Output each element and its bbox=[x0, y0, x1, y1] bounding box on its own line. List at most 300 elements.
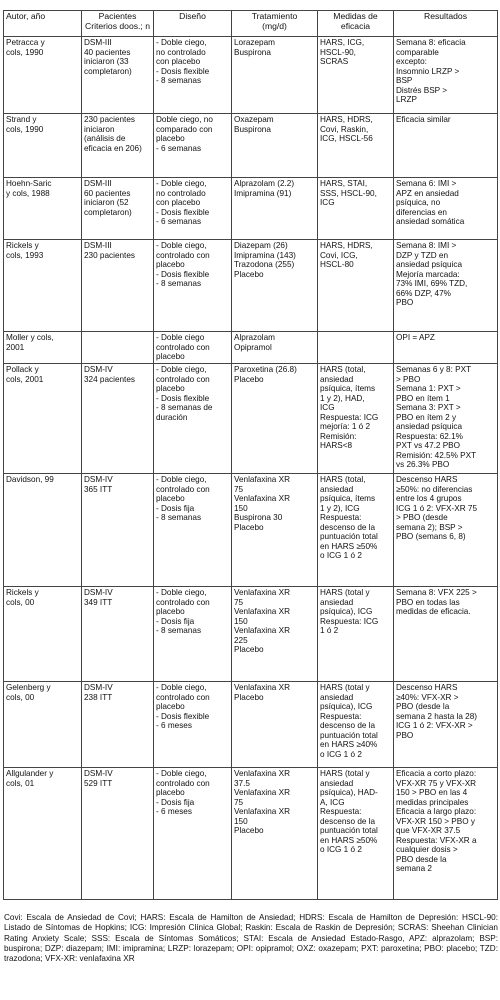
diseno-line: placebo bbox=[156, 134, 185, 143]
tratamiento-line: 37.5 bbox=[234, 778, 250, 788]
resultados-line: ICG 1 ó 2: VFX-XR > bbox=[396, 721, 473, 730]
tratamiento-line: Venlafaxina XR bbox=[234, 607, 290, 616]
medidas-line: ansiedad bbox=[320, 597, 354, 607]
pacientes-line: (análisis de bbox=[84, 134, 126, 143]
resultados-line: semana 2); BSP > bbox=[396, 522, 463, 532]
pacientes-line: DSM-IV bbox=[84, 365, 113, 374]
medidas-line: HARS, HDRS, bbox=[320, 241, 373, 250]
table-row bbox=[4, 178, 498, 240]
pacientes-line: DSM-IV bbox=[84, 475, 113, 484]
autor-line: cols, 2001 bbox=[6, 374, 44, 384]
cell-resultados bbox=[394, 364, 498, 474]
pacientes-line: iniciaron (52 bbox=[84, 198, 129, 207]
cell-resultados bbox=[394, 240, 498, 332]
diseno-line: - 8 semanas bbox=[156, 76, 202, 85]
autor-line: cols, 01 bbox=[6, 778, 35, 788]
medidas-line: psíquica), ICG bbox=[320, 607, 373, 616]
medidas-line: ICG bbox=[320, 198, 335, 207]
autor-line: 2001 bbox=[6, 342, 25, 352]
medidas-line: puntuación total bbox=[320, 730, 378, 740]
cell-tratamiento bbox=[232, 768, 318, 900]
resultados-line: Eficacia a corto plazo: bbox=[396, 769, 477, 778]
resultados-line: Semana 8: VFX 225 > bbox=[396, 588, 477, 597]
diseno-line: controlado con bbox=[156, 597, 210, 607]
medidas-line: SSS, HSCL-90, bbox=[320, 188, 377, 198]
tratamiento-line: Alprazolam bbox=[234, 333, 275, 342]
cell-diseno bbox=[154, 768, 232, 900]
medidas-line: descenso de la bbox=[320, 721, 376, 730]
autor-line: cols, 00 bbox=[6, 692, 35, 702]
resultados-line: BSP bbox=[396, 76, 413, 85]
tratamiento-line: Placebo bbox=[234, 645, 264, 654]
medidas-line: psíquica, ítems bbox=[320, 384, 376, 393]
cell-tratamiento bbox=[232, 37, 318, 114]
diseno-line: controlado con bbox=[156, 374, 210, 384]
tratamiento-line: Venlafaxina XR bbox=[234, 626, 290, 635]
cell-resultados bbox=[394, 178, 498, 240]
diseno-line: - Doble ciego, bbox=[156, 365, 207, 374]
resultados-line: > PBO (desde bbox=[396, 513, 448, 522]
autor-line: y cols, 1988 bbox=[6, 188, 50, 198]
cell-medidas bbox=[318, 240, 394, 332]
resultados-line: DZP y TZD en bbox=[396, 250, 449, 260]
pacientes-line: 365 ITT bbox=[84, 484, 113, 494]
diseno-line: no controlado bbox=[156, 47, 206, 57]
resultados-line: LRZP bbox=[396, 95, 417, 104]
medidas-line: 1 ó 2 bbox=[320, 626, 339, 635]
diseno-line: - Dosis fija bbox=[156, 616, 195, 626]
cell-resultados bbox=[394, 682, 498, 768]
resultados-line: PBO bbox=[396, 730, 414, 740]
diseno-line: - Dosis flexible bbox=[156, 393, 210, 403]
diseno-line: - Doble ciego, bbox=[156, 683, 207, 692]
cell-autor bbox=[4, 682, 82, 768]
table-row bbox=[4, 587, 498, 682]
diseno-line: - Doble ciego, bbox=[156, 769, 207, 778]
medidas-line: Covi, Raskin, bbox=[320, 124, 369, 134]
cell-medidas bbox=[318, 114, 394, 178]
medidas-line: psíquica), HAD- bbox=[320, 788, 378, 797]
resultados-line: Descenso HARS bbox=[396, 475, 458, 484]
diseno-line: placebo bbox=[156, 352, 185, 361]
cell-tratamiento bbox=[232, 240, 318, 332]
cell-diseno bbox=[154, 332, 232, 364]
tratamiento-line: Venlafaxina XR bbox=[234, 788, 290, 797]
diseno-line: - Doble ciego, bbox=[156, 241, 207, 250]
tratamiento-line: Venlafaxina XR bbox=[234, 683, 290, 692]
cell-medidas bbox=[318, 587, 394, 682]
autor-line: cols, 1990 bbox=[6, 124, 44, 134]
diseno-line: - 8 semanas bbox=[156, 626, 202, 635]
medidas-line: puntuación total bbox=[320, 826, 378, 835]
diseno-line: placebo bbox=[156, 494, 185, 503]
cell-pacientes bbox=[82, 240, 154, 332]
medidas-line: o ICG 1 ó 2 bbox=[320, 551, 362, 560]
medidas-line: en HARS ≥50% bbox=[320, 541, 378, 551]
resultados-line: cualquier dosis > bbox=[396, 845, 458, 854]
autor-line: Gelenberg y bbox=[6, 683, 51, 692]
medidas-line: 1 y 2), HAD, bbox=[320, 393, 365, 403]
resultados-line: ansiedad psíquica bbox=[396, 260, 463, 269]
tratamiento-line: Venlafaxina XR bbox=[234, 588, 290, 597]
medidas-line: HARS (total, bbox=[320, 475, 366, 484]
diseno-line: - Doble ciego, bbox=[156, 179, 207, 188]
resultados-line: comparable bbox=[396, 47, 439, 57]
header-resultados: Resultados bbox=[394, 11, 498, 37]
pacientes-line: iniciaron (33 bbox=[84, 57, 129, 66]
diseno-line: - 8 semanas bbox=[156, 513, 202, 522]
cell-diseno bbox=[154, 364, 232, 474]
cell-medidas bbox=[318, 768, 394, 900]
cell-pacientes bbox=[82, 587, 154, 682]
diseno-line: - 6 meses bbox=[156, 721, 192, 730]
cell-autor bbox=[4, 768, 82, 900]
cell-diseno bbox=[154, 587, 232, 682]
resultados-line: PXT vs 47.2 PBO bbox=[396, 441, 461, 450]
cell-autor bbox=[4, 332, 82, 364]
pacientes-line: 349 ITT bbox=[84, 597, 113, 607]
autor-line: Hoehn-Saric bbox=[6, 179, 52, 188]
tratamiento-line: 150 bbox=[234, 616, 248, 626]
resultados-line: PBO (semans 6, 8) bbox=[396, 532, 466, 541]
medidas-line: Remisión: bbox=[320, 431, 357, 441]
resultados-line: PBO desde la bbox=[396, 854, 447, 864]
diseno-line: placebo bbox=[156, 260, 185, 269]
pacientes-line: 230 pacientes bbox=[84, 250, 135, 260]
medidas-line: ICG bbox=[320, 403, 335, 412]
cell-resultados bbox=[394, 332, 498, 364]
medidas-line: 1 y 2), ICG bbox=[320, 503, 360, 513]
diseno-line: - 6 semanas bbox=[156, 143, 202, 153]
table-row bbox=[4, 240, 498, 332]
resultados-line: Semana 8: IMI > bbox=[396, 241, 457, 250]
resultados-line: excepto: bbox=[396, 57, 427, 66]
tratamiento-line: Imipramina (91) bbox=[234, 188, 292, 198]
resultados-line: Insomnio LRZP > bbox=[396, 66, 460, 76]
cell-diseno bbox=[154, 178, 232, 240]
resultados-line: PBO en ítem 2 y bbox=[396, 412, 457, 422]
cell-autor bbox=[4, 114, 82, 178]
resultados-line: ≥40%: VFX-XR > bbox=[396, 692, 459, 702]
header-tratamiento: Tratamiento (mg/d) bbox=[232, 11, 318, 37]
medidas-line: psíquica), ICG bbox=[320, 702, 373, 711]
cell-pacientes bbox=[82, 332, 154, 364]
medidas-line: en HARS ≥40% bbox=[320, 740, 378, 749]
diseno-line: comparado con bbox=[156, 124, 213, 134]
cell-medidas bbox=[318, 37, 394, 114]
resultados-line: entre los 4 grupos bbox=[396, 494, 462, 503]
resultados-line: diferencias en bbox=[396, 207, 447, 217]
diseno-line: con placebo bbox=[156, 57, 201, 66]
tratamiento-line: Paroxetina (26.8) bbox=[234, 365, 297, 374]
autor-line: Moller y cols, bbox=[6, 333, 54, 342]
tratamiento-line: Buspirona bbox=[234, 124, 271, 134]
medidas-line: HSCL-80 bbox=[320, 260, 354, 269]
diseno-line: - Dosis flexible bbox=[156, 207, 210, 217]
cell-autor bbox=[4, 364, 82, 474]
tratamiento-line: Buspirona bbox=[234, 47, 271, 57]
cell-pacientes bbox=[82, 768, 154, 900]
resultados-line: ICG 1 ó 2: VFX-XR 75 bbox=[396, 503, 477, 513]
cell-resultados bbox=[394, 587, 498, 682]
cell-autor bbox=[4, 178, 82, 240]
cell-pacientes bbox=[82, 114, 154, 178]
tratamiento-line: Placebo bbox=[234, 522, 264, 532]
pacientes-line: DSM-IV bbox=[84, 683, 113, 692]
tratamiento-line: Opipramol bbox=[234, 342, 272, 352]
header-diseno: Diseño bbox=[154, 11, 232, 37]
resultados-line: PBO (desde la bbox=[396, 702, 450, 711]
resultados-line: Semana 3: PXT > bbox=[396, 403, 461, 412]
autor-line: Petracca y bbox=[6, 38, 45, 47]
autor-line: Rickels y bbox=[6, 588, 39, 597]
diseno-line: controlado con bbox=[156, 484, 210, 494]
resultados-line: PBO en ítem 1 bbox=[396, 393, 450, 403]
autor-line: Davidson, 99 bbox=[6, 475, 54, 484]
medidas-line: ansiedad bbox=[320, 778, 354, 788]
diseno-line: - 6 meses bbox=[156, 807, 192, 816]
diseno-line: - Dosis flexible bbox=[156, 66, 210, 76]
tratamiento-line: 75 bbox=[234, 484, 244, 494]
resultados-line: VFX-XR 75 y VFX-XR bbox=[396, 778, 477, 788]
medidas-line: HARS (total y bbox=[320, 683, 370, 692]
resultados-line: medidas de eficacia. bbox=[396, 607, 471, 616]
cell-pacientes bbox=[82, 474, 154, 587]
tratamiento-line: Placebo bbox=[234, 269, 264, 279]
header-pacientes: Pacientes Criterios doos.; n bbox=[82, 11, 154, 37]
tratamiento-line: Alprazolam (2.2) bbox=[234, 179, 295, 188]
medidas-line: psíquica, ítems bbox=[320, 494, 376, 503]
pacientes-line: 324 pacientes bbox=[84, 374, 135, 384]
resultados-line: ansiedad psíquica bbox=[396, 422, 463, 431]
cell-tratamiento bbox=[232, 682, 318, 768]
resultados-line: que VFX-XR 37.5 bbox=[396, 826, 461, 835]
diseno-line: - Dosis fija bbox=[156, 503, 195, 513]
resultados-line: Mejoría marcada: bbox=[396, 269, 460, 279]
medidas-line: descenso de la bbox=[320, 816, 376, 826]
resultados-line: Semanas 6 y 8: PXT bbox=[396, 365, 472, 374]
cell-resultados bbox=[394, 37, 498, 114]
resultados-line: Eficacia similar bbox=[396, 115, 451, 124]
table-row bbox=[4, 768, 498, 900]
cell-tratamiento bbox=[232, 364, 318, 474]
cell-diseno bbox=[154, 474, 232, 587]
pacientes-line: DSM-III bbox=[84, 38, 112, 47]
tratamiento-line: Placebo bbox=[234, 692, 264, 702]
resultados-line: semana 2 bbox=[396, 864, 432, 873]
diseno-line: duración bbox=[156, 412, 188, 422]
pacientes-line: DSM-IV bbox=[84, 588, 113, 597]
medidas-line: Respuesta: bbox=[320, 513, 362, 522]
pacientes-line: iniciaron bbox=[84, 124, 115, 134]
cell-medidas bbox=[318, 178, 394, 240]
tratamiento-line: 75 bbox=[234, 797, 244, 807]
cell-diseno bbox=[154, 114, 232, 178]
medidas-line: HARS<8 bbox=[320, 441, 353, 450]
resultados-line: Semana 8: eficacia bbox=[396, 38, 466, 47]
diseno-line: controlado con bbox=[156, 692, 210, 702]
medidas-line: puntuación total bbox=[320, 532, 378, 541]
medidas-line: ICG, HSCL-56 bbox=[320, 134, 373, 143]
medidas-line: o ICG 1 ó 2 bbox=[320, 845, 362, 854]
medidas-line: Respuesta: ICG bbox=[320, 412, 379, 422]
autor-line: Strand y bbox=[6, 115, 37, 124]
diseno-line: - 8 semanas bbox=[156, 279, 202, 288]
resultados-line: Distrés BSP > bbox=[396, 85, 448, 95]
resultados-line: Eficacia a largo plazo: bbox=[396, 807, 477, 816]
cell-pacientes bbox=[82, 364, 154, 474]
diseno-line: - 8 semanas de bbox=[156, 403, 213, 412]
pacientes-line: DSM-IV bbox=[84, 769, 113, 778]
diseno-line: - Dosis flexible bbox=[156, 269, 210, 279]
cell-medidas bbox=[318, 474, 394, 587]
medidas-line: Respuesta: bbox=[320, 807, 362, 816]
cell-diseno bbox=[154, 240, 232, 332]
diseno-line: placebo bbox=[156, 607, 185, 616]
resultados-line: Descenso HARS bbox=[396, 683, 458, 692]
studies-table bbox=[3, 10, 498, 900]
pacientes-line: 529 ITT bbox=[84, 778, 113, 788]
pacientes-line: 60 pacientes bbox=[84, 188, 131, 198]
cell-diseno bbox=[154, 37, 232, 114]
tratamiento-line: Lorazepam bbox=[234, 38, 275, 47]
cell-resultados bbox=[394, 768, 498, 900]
resultados-line: 150 > PBO en las 4 bbox=[396, 788, 468, 797]
tratamiento-line: Venlafaxina XR bbox=[234, 807, 290, 816]
resultados-line: OPI = APZ bbox=[396, 333, 435, 342]
resultados-line: vs 26.3% PBO bbox=[396, 460, 450, 469]
medidas-line: HARS (total y bbox=[320, 769, 370, 778]
tratamiento-line: Venlafaxina XR bbox=[234, 769, 290, 778]
diseno-line: - Dosis fija bbox=[156, 797, 195, 807]
resultados-line: Remisión: 42.5% PXT bbox=[396, 450, 477, 460]
medidas-line: descenso de la bbox=[320, 522, 376, 532]
resultados-line: semana 2 hasta la 28) bbox=[396, 711, 478, 721]
resultados-line: 66% DZP, 47% bbox=[396, 288, 451, 298]
resultados-line: Respuesta: 62.1% bbox=[396, 431, 463, 441]
resultados-line: Semana 6: IMI > bbox=[396, 179, 457, 188]
diseno-line: - Doble ciego, bbox=[156, 588, 207, 597]
medidas-line: Respuesta: ICG bbox=[320, 616, 379, 626]
diseno-line: no controlado bbox=[156, 188, 206, 198]
diseno-line: con placebo bbox=[156, 198, 201, 207]
diseno-line: controlado con bbox=[156, 778, 210, 788]
resultados-line: psíquica, no bbox=[396, 198, 441, 207]
medidas-line: mejoría: 1 ó 2 bbox=[320, 422, 371, 431]
cell-pacientes bbox=[82, 178, 154, 240]
pacientes-line: completaron) bbox=[84, 207, 132, 217]
cell-autor bbox=[4, 37, 82, 114]
cell-pacientes bbox=[82, 37, 154, 114]
resultados-line: ansiedad somática bbox=[396, 217, 465, 226]
cell-medidas bbox=[318, 682, 394, 768]
pacientes-line: DSM-III bbox=[84, 179, 112, 188]
cell-tratamiento bbox=[232, 178, 318, 240]
tratamiento-line: Placebo bbox=[234, 826, 264, 835]
table-row bbox=[4, 114, 498, 178]
diseno-line: controlado con bbox=[156, 250, 210, 260]
autor-line: cols, 00 bbox=[6, 597, 35, 607]
diseno-line: - Doble ciego, bbox=[156, 475, 207, 484]
header-medidas: Medidas de eficacia bbox=[318, 11, 394, 37]
tratamiento-line: 150 bbox=[234, 816, 248, 826]
diseno-line: placebo bbox=[156, 702, 185, 711]
autor-line: Rickels y bbox=[6, 241, 39, 250]
medidas-line: HSCL-90, bbox=[320, 47, 356, 57]
cell-autor bbox=[4, 474, 82, 587]
autor-line: Allgulander y bbox=[6, 769, 54, 778]
medidas-line: ansiedad bbox=[320, 692, 354, 702]
medidas-line: Covi, ICG, bbox=[320, 250, 358, 260]
resultados-line: Semana 1: PXT > bbox=[396, 384, 461, 393]
header-autor: Autor, año bbox=[4, 11, 82, 37]
cell-tratamiento bbox=[232, 114, 318, 178]
pacientes-line: eficacia en 206) bbox=[84, 143, 142, 153]
diseno-line: placebo bbox=[156, 788, 185, 797]
resultados-line: > PBO bbox=[396, 374, 421, 384]
medidas-line: ansiedad bbox=[320, 374, 354, 384]
medidas-line: o ICG 1 ó 2 bbox=[320, 749, 362, 759]
medidas-line: ansiedad bbox=[320, 484, 354, 494]
cell-autor bbox=[4, 240, 82, 332]
medidas-line: en HARS ≥50% bbox=[320, 835, 378, 845]
tratamiento-line: Diazepam (26) bbox=[234, 241, 288, 250]
resultados-line: APZ en ansiedad bbox=[396, 188, 459, 198]
medidas-line: HARS (total, bbox=[320, 365, 366, 374]
medidas-line: HARS, HDRS, bbox=[320, 115, 373, 124]
resultados-line: ≥50%: no diferencias bbox=[396, 484, 473, 494]
tratamiento-line: Oxazepam bbox=[234, 115, 274, 124]
tratamiento-line: 75 bbox=[234, 597, 244, 607]
pacientes-line: 238 ITT bbox=[84, 692, 113, 702]
resultados-line: PBO en todas las bbox=[396, 597, 460, 607]
medidas-line: HARS, ICG, bbox=[320, 38, 365, 47]
diseno-line: - Doble ciego bbox=[156, 333, 205, 342]
diseno-line: placebo bbox=[156, 384, 185, 393]
table-row bbox=[4, 37, 498, 114]
tratamiento-line: Trazodona (255) bbox=[234, 260, 295, 269]
cell-medidas bbox=[318, 332, 394, 364]
tratamiento-line: Placebo bbox=[234, 374, 264, 384]
cell-tratamiento bbox=[232, 474, 318, 587]
table-row bbox=[4, 332, 498, 364]
header-row bbox=[4, 11, 498, 37]
cell-resultados bbox=[394, 114, 498, 178]
cell-autor bbox=[4, 587, 82, 682]
autor-line: cols, 1990 bbox=[6, 47, 44, 57]
resultados-line: VFX-XR 150 > PBO y bbox=[396, 816, 475, 826]
tratamiento-line: Buspirona 30 bbox=[234, 513, 283, 522]
autor-line: cols, 1993 bbox=[6, 250, 44, 260]
tratamiento-line: Imipramina (143) bbox=[234, 250, 296, 260]
cell-diseno bbox=[154, 682, 232, 768]
cell-tratamiento bbox=[232, 332, 318, 364]
pacientes-line: completaron) bbox=[84, 66, 132, 76]
pacientes-line: 40 pacientes bbox=[84, 47, 131, 57]
table-row bbox=[4, 682, 498, 768]
autor-line: Pollack y bbox=[6, 365, 39, 374]
diseno-line: - Doble ciego, bbox=[156, 38, 207, 47]
tratamiento-line: Venlafaxina XR bbox=[234, 475, 290, 484]
resultados-line: Respuesta: VFX-XR a bbox=[396, 835, 477, 845]
medidas-line: A, ICG bbox=[320, 797, 345, 807]
resultados-line: PBO bbox=[396, 298, 414, 307]
pacientes-line: 230 pacientes bbox=[84, 115, 135, 124]
medidas-line: HARS, STAI, bbox=[320, 179, 368, 188]
medidas-line: Respuesta: bbox=[320, 711, 362, 721]
table-row bbox=[4, 474, 498, 587]
diseno-line: - Dosis flexible bbox=[156, 711, 210, 721]
